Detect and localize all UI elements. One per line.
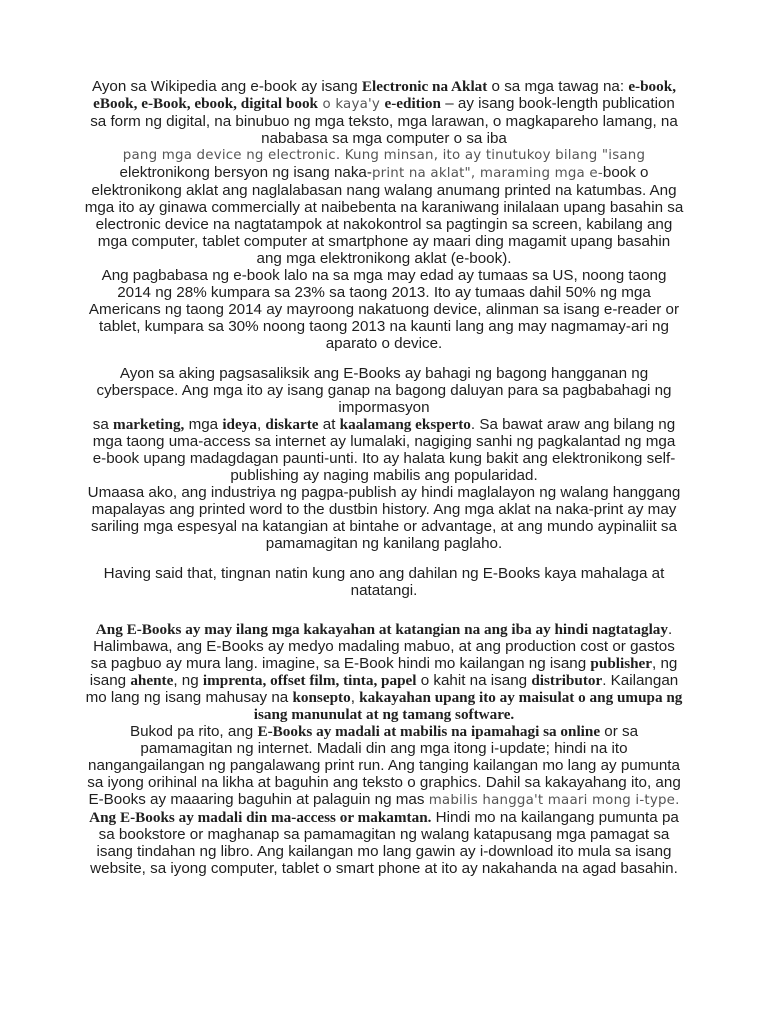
paragraph-statistics: Ang pagbabasa ng e-book lalo na sa mga may edad ay tumaas sa US, noong taong 2014 ng 28% kumpara sa 23% sa taong 2013. Ito ay tumaas dahil 50% ng mga Americans ng taong 2014 ay mayroong nakatuong device, alinman sa isang e-reader or tablet, kumpara sa 30% noong taong 2013 na kaunti lang ang may nagmamay-ari ng aparato o device. (88, 267, 680, 352)
paragraph-access: Ang E-Books ay madali din ma-access or makamtan. Hindi mo na kailangang pumunta pa sa bookstore or maghanap sa pamamagitan ng walang katapusang mga pamagat sa isang tindahan ng libro. Ang kailangan mo lang gawin ay i-download ito mula sa isang website, sa iyong computer, tablet o smart phone at ito ay nakahanda na agad basahin. (89, 809, 679, 877)
paragraph-intro: Ayon sa Wikipedia ang e-book ay isang Electronic na Aklat o sa mga tawag na: e-book, eBook, e-Book, ebook, digital book o kaya'y e-edition – ay isang book-length publication sa form ng digital, na binubuo ng mga teksto, mga larawan, o magkapareho lamang, na nababasa sa mga computer o sa iba pang mga device ng electronic. Kung minsan, ito ay tinutukoy bilang "isang elektronikong bersyon ng isang naka-print na aklat", maraming mga e-book o elektronikong aklat ang naglalabasan nang walang anumang printed na katumbas. Ang mga ito ay ginawa commercially at naibebenta na karaniwang inilalaan upang basahin sa electronic device na nagtatampok at nakokontrol sa pagtingin sa screen, kabilang ang mga computer, tablet computer at smartphone ay maari ding magamit upang basahin ang mga elektronikong aklat (e-book). (84, 78, 684, 267)
paragraph-capabilities: Ang E-Books ay may ilang mga kakayahan at katangian na ang iba ay hindi nagtataglay. Halimbawa, ang E-Books ay medyo madaling mabuo, at ang production cost or gastos sa pagbuo ay mura lang. imagine, sa E-Book hindi mo kailangan ng isang publisher, ng isang ahente, ng imprenta, offset film, tinta, papel o kahit na isang distributor. Kailangan mo lang ng isang mahusay na konsepto, kakayahan upang ito ay maisulat o ang umupa ng isang manunulat at ng tamang software. (85, 621, 683, 723)
paragraph-transition: Having said that, tingnan natin kung ano ang dahilan ng E-Books kaya mahalaga at natatangi. (103, 565, 665, 599)
paragraph-distribution: Bukod pa rito, ang E-Books ay madali at mabilis na ipamahagi sa online or sa pamamagitan ng internet. Madali din ang mga itong i-update; hindi na ito nangangailangan ng pangalawang print run. Ang tanging kailangan mo lang ay pumunta sa iyong orihinal na likha at baguhin ang teksto o graphics. Dahil sa kakayahang ito, ang E-Books ay maaaring baguhin at palaguin ng mas mabilis hangga't maari mong i-type. (87, 723, 681, 808)
document-body (84, 78, 684, 877)
paragraph-industry: Umaasa ako, ang industriya ng pagpa-publish ay hindi maglalayon ng walang hanggang mapalayas ang printed word to the dustbin history. Ang mga aklat na naka-print ay may sariling mga espesyal na katangian at bintahe or advantage, at ang mundo aypinaliit sa pamamagitan ng kanilang paglaho. (87, 484, 681, 552)
paragraph-research: Ayon sa aking pagsasaliksik ang E-Books ay bahagi ng bagong hangganan ng cyberspace. Ang mga ito ay isang ganap na bagong daluyan para sa pagbabahagi ng impormasyon sa marketing, mga ideya, diskarte at kaalamang eksperto. Sa bawat araw ang bilang ng mga taong uma-access sa internet ay lumalaki, nagiging sanhi ng pagkalantad ng mga e-book upang madagdagan paunti-unti. Ito ay halata kung bakit ang elektronikong self-publishing ay naging mabilis ang popularidad. (92, 365, 676, 484)
